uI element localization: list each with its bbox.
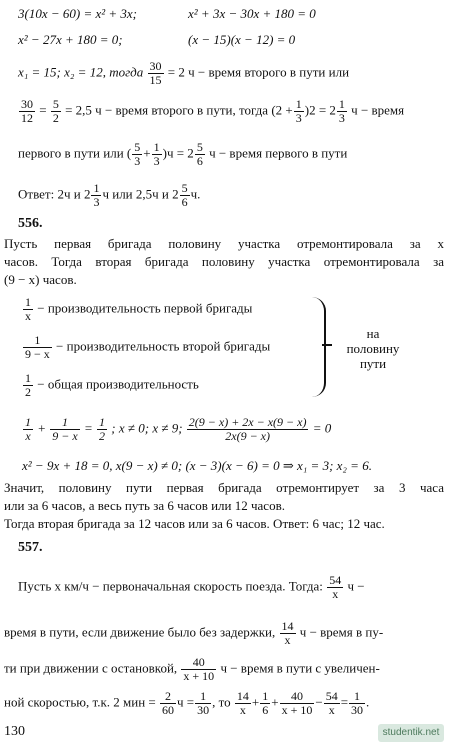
text: = 0	[312, 420, 332, 436]
numerator: 14	[236, 689, 249, 703]
problem-number: 557.	[18, 540, 43, 555]
fraction	[51, 98, 61, 125]
numerator: 5	[52, 97, 59, 111]
numerator: 1	[25, 371, 31, 385]
denominator: x	[284, 633, 291, 647]
denominator: x + 10	[183, 669, 215, 683]
text-line	[18, 98, 404, 125]
fraction	[160, 690, 176, 717]
text: =	[340, 694, 349, 710]
denominator: 60	[162, 703, 174, 717]
denominator: 6	[262, 703, 269, 717]
numerator: 1	[23, 334, 52, 348]
denominator: 12	[21, 111, 33, 125]
numerator: 40	[181, 656, 216, 670]
fraction	[195, 690, 211, 717]
fraction	[23, 296, 33, 323]
fraction	[187, 416, 309, 443]
fraction	[152, 141, 162, 168]
text: .	[366, 694, 370, 710]
numerator: 1	[349, 690, 365, 704]
fraction	[324, 690, 340, 717]
denominator: 2	[99, 429, 105, 443]
text-line	[4, 656, 380, 683]
numerator: 1	[153, 140, 160, 154]
numerator: 1	[93, 181, 100, 195]
brace-label-line: на	[366, 326, 380, 341]
numerator: 1	[195, 690, 211, 704]
denominator: 2x(9 − x)	[225, 429, 271, 443]
rate-line	[22, 296, 252, 323]
text: Ответ: 2ч и 2	[18, 186, 91, 202]
paragraph-line: Значит, половину пути первая бригада отремонтирует за 3 часа	[4, 480, 444, 495]
text: (	[126, 145, 132, 161]
numerator: 5	[134, 140, 141, 154]
equation-line	[188, 6, 316, 22]
text: ; x ≠ 0; x ≠ 9;	[111, 420, 183, 436]
fraction	[260, 690, 270, 717]
answer-line	[18, 182, 200, 209]
numerator: 14	[281, 619, 294, 633]
text: )2 = 2	[304, 102, 336, 118]
numerator: 54	[329, 573, 342, 587]
denominator: x	[332, 587, 339, 601]
brace-label	[338, 326, 408, 371]
denominator: x + 10	[281, 703, 313, 717]
fraction	[280, 620, 296, 647]
denominator: 30	[351, 703, 364, 717]
text: первого в пути или	[18, 145, 124, 161]
fraction	[195, 141, 205, 168]
text-line	[4, 690, 369, 717]
text: ч − время первого в пути	[209, 145, 348, 161]
paragraph-line: Тогда вторая бригада за 12 часов или за 6 часов. Ответ: 6 час; 12 час.	[4, 516, 385, 531]
text: =	[83, 420, 93, 436]
fraction	[349, 690, 365, 717]
fraction	[148, 60, 164, 87]
numerator: 2(9 − x) + 2x − x(9 − x)	[188, 415, 307, 429]
text: +	[251, 694, 260, 710]
numerator: 5	[196, 140, 203, 154]
text: ти при движении с остановкой,	[4, 660, 178, 676]
equation: x² − 27x + 180 = 0;	[18, 32, 123, 47]
numerator: 40	[280, 690, 315, 704]
paragraph-line: Пусть первая бригада половину участка отремонтировала за x	[4, 236, 444, 251]
text-line	[18, 141, 347, 168]
denominator: x	[239, 703, 246, 717]
page-number: 130	[4, 724, 25, 739]
fraction	[181, 656, 216, 683]
text: (2 +	[271, 102, 293, 118]
fraction	[23, 334, 52, 361]
problem-number: 556.	[18, 216, 43, 231]
text: −	[315, 694, 323, 710]
equation-line	[22, 416, 331, 443]
equation-line: x² − 9x + 18 = 0, x(9 − x) ≠ 0; (x − 3)(x − 6) = 0 ⇒ x₁ = 3; x₂ = 6.	[22, 458, 372, 473]
denominator: x	[25, 309, 31, 323]
numerator: 1	[262, 689, 269, 703]
denominator: 3	[153, 154, 160, 168]
numerator: 5	[181, 181, 188, 195]
brace-label-line: половину	[346, 341, 400, 356]
text: +	[271, 694, 279, 710]
fraction	[337, 98, 347, 125]
numerator: 30	[149, 59, 162, 73]
paragraph-line: часов. Тогда вторая бригада половину участка отремонтировала за	[4, 254, 444, 269]
paragraph-line: или за 6 часов, а весь путь за 6 часов или 12 часов.	[4, 498, 285, 513]
denominator: 6	[196, 154, 203, 168]
equation-line	[18, 32, 123, 48]
denominator: 2	[25, 385, 31, 399]
text: )ч = 2	[162, 145, 194, 161]
text: , то	[212, 694, 231, 710]
text-line	[18, 60, 349, 87]
brace-label-line: пути	[359, 356, 387, 371]
text: − производительность второй бригады	[56, 338, 271, 354]
text-line	[18, 574, 365, 601]
text: x₁ = 15; x₂ = 12, тогда	[18, 64, 144, 80]
denominator: 3	[134, 154, 141, 168]
text-line	[4, 620, 383, 647]
fraction	[235, 690, 251, 717]
numerator: 1	[99, 415, 105, 429]
fraction	[327, 574, 343, 601]
numerator: 30	[21, 97, 33, 111]
paragraph-line: (9 − x) часов.	[4, 272, 77, 287]
fraction	[280, 690, 315, 717]
text: = 2 ч − время второго в пути или	[167, 64, 350, 80]
curly-brace	[304, 297, 326, 397]
text: − производительность первой бригады	[37, 300, 253, 316]
equation: (x − 15)(x − 12) = 0	[188, 32, 296, 47]
text: =	[39, 102, 47, 118]
text: +	[143, 145, 151, 161]
text: время в пути, если движение было без задержки,	[4, 624, 276, 640]
denominator: x	[328, 703, 335, 717]
numerator: 1	[295, 97, 302, 111]
fraction	[23, 372, 33, 399]
text: ч −	[347, 578, 365, 594]
text: ч.	[190, 186, 201, 202]
denominator: 15	[149, 73, 162, 87]
text: ной скоростью, т.к. 2 мин =	[4, 694, 156, 710]
denominator: 6	[181, 195, 188, 209]
numerator: 1	[25, 415, 31, 429]
text: = 2,5 ч − время второго в пути, тогда	[65, 102, 269, 118]
rate-line	[22, 334, 270, 361]
denominator: x	[25, 429, 31, 443]
fraction	[19, 98, 35, 125]
text: ч или 2,5ч и 2	[102, 186, 179, 202]
numerator: 1	[25, 295, 31, 309]
text: ч − время	[351, 102, 405, 118]
curly-brace-tip	[322, 344, 332, 346]
text: − общая производительность	[37, 376, 199, 392]
fraction	[97, 416, 107, 443]
equation: x² + 3x − 30x + 180 = 0	[188, 6, 316, 21]
equation: 3(10x − 60) = x² + 3x;	[18, 6, 138, 21]
fraction	[180, 182, 190, 209]
text: ч − время в пу-	[299, 624, 384, 640]
numerator: 1	[50, 416, 79, 430]
text: ч − время в пути с увеличен-	[220, 660, 380, 676]
fraction	[23, 416, 33, 443]
text: +	[37, 420, 47, 436]
numerator: 1	[338, 97, 345, 111]
denominator: 3	[295, 111, 302, 125]
fraction	[294, 98, 304, 125]
denominator: 30	[197, 703, 210, 717]
denominator: 9 − x	[25, 347, 50, 361]
numerator: 2	[160, 690, 176, 704]
denominator: 9 − x	[52, 429, 78, 443]
equation-line	[188, 32, 295, 48]
numerator: 54	[325, 689, 338, 703]
watermark-logo: studentik.net	[378, 724, 444, 742]
fraction	[132, 141, 142, 168]
fraction	[50, 416, 79, 443]
rate-line	[22, 372, 199, 399]
fraction	[91, 182, 101, 209]
equation-line	[18, 6, 137, 22]
text: Пусть x км/ч − первоначальная скорость поезда. Тогда:	[18, 578, 323, 594]
text: ч =	[177, 694, 195, 710]
denominator: 3	[93, 195, 100, 209]
denominator: 2	[52, 111, 59, 125]
denominator: 3	[338, 111, 345, 125]
